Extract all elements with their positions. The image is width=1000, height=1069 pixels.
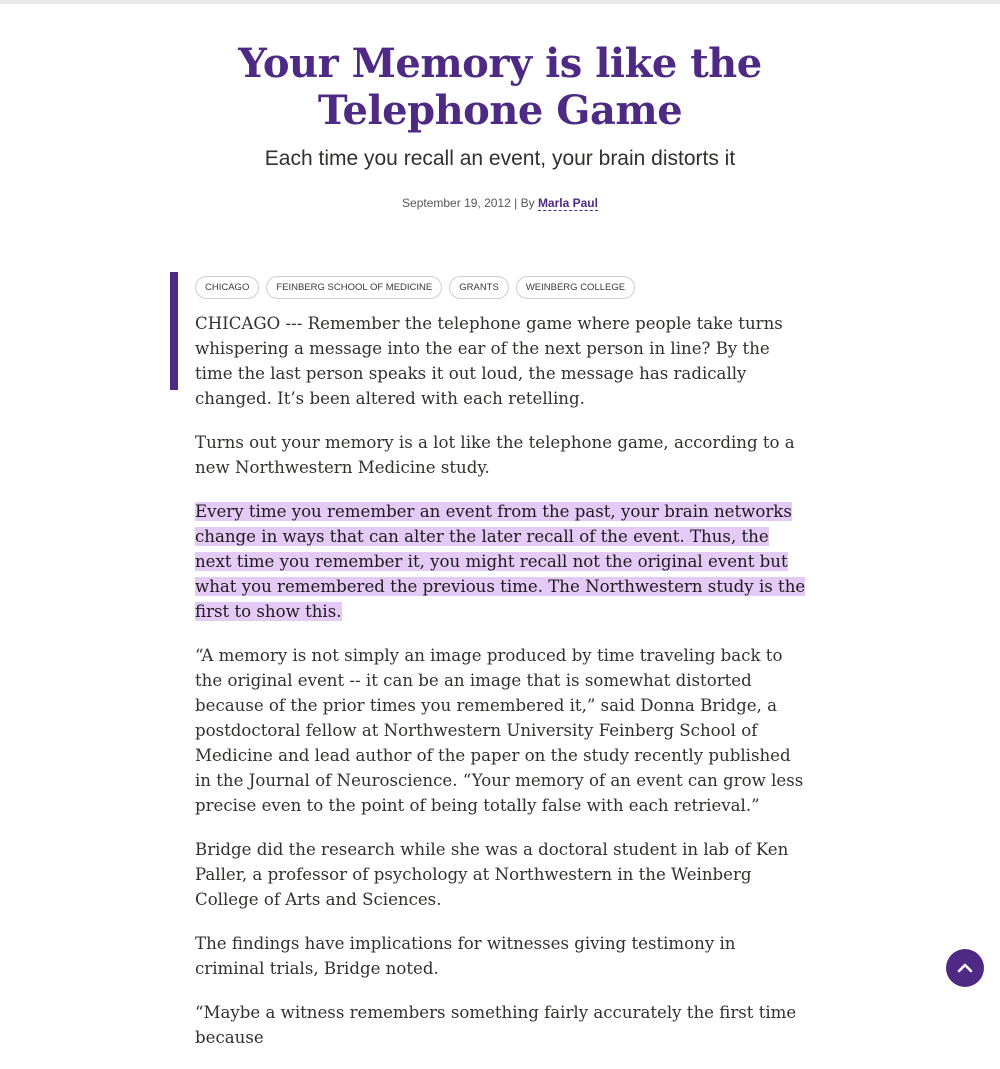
highlighted-paragraph: [195, 499, 807, 624]
article-body: [195, 311, 807, 1069]
paragraph: CHICAGO --- Remember the telephone game where people take turns whispering a message into the ear of the next person in line? By the time the last person speaks it out loud, the message has radically changed. It’s been altered with each retelling.: [195, 314, 783, 408]
tag-chicago[interactable]: CHICAGO: [195, 276, 259, 299]
byline-label: | By: [514, 196, 535, 210]
tag-weinberg[interactable]: WEINBERG COLLEGE: [516, 276, 635, 299]
tag-grants[interactable]: GRANTS: [449, 276, 509, 299]
article-subtitle: Each time you recall an event, your brain distorts it: [264, 147, 736, 170]
highlighted-text: Every time you remember an event from the past, your brain networks change in ways that can alter the later recall of the event. Thus, the next time you remember it, you might recall not the original event but what you remembered the previous time. The Northwestern study is the first to show this.: [195, 502, 806, 621]
paragraph: “A memory is not simply an image produced by time traveling back to the original event -- it can be an image that is somewhat distorted because of the prior times you remembered it,” said Donna Bridge, a postdoctoral fellow at Northwestern University Feinberg School of Medicine and lead author of the paper on the study recently published in the Journal of Neuroscience. “Your memory of an event can grow less precise even to the point of being totally false with each retrieval.”: [195, 646, 804, 815]
article-date: September 19, 2012: [402, 196, 511, 210]
author-link[interactable]: Marla Paul: [537, 196, 598, 210]
article-title: Your Memory is like the Telephone Game: [238, 40, 762, 134]
article-meta: [200, 194, 800, 212]
paragraph: Turns out your memory is a lot like the telephone game, according to a new Northwestern Medicine study.: [195, 433, 795, 477]
paragraph: “Maybe a witness remembers something fairly accurately the first time because: [195, 1003, 797, 1047]
accent-bar: [170, 272, 178, 390]
tag-list: [195, 276, 815, 299]
paragraph: The findings have implications for witnesses giving testimony in criminal trials, Bridge noted.: [195, 934, 736, 978]
top-border: [0, 0, 1000, 4]
scroll-to-top-button[interactable]: [946, 949, 984, 987]
chevron-up-icon: [956, 959, 974, 977]
paragraph: Bridge did the research while she was a doctoral student in lab of Ken Paller, a professor of psychology at Northwestern in the Weinberg College of Arts and Sciences.: [195, 840, 789, 909]
tag-feinberg[interactable]: FEINBERG SCHOOL OF MEDICINE: [266, 276, 442, 299]
